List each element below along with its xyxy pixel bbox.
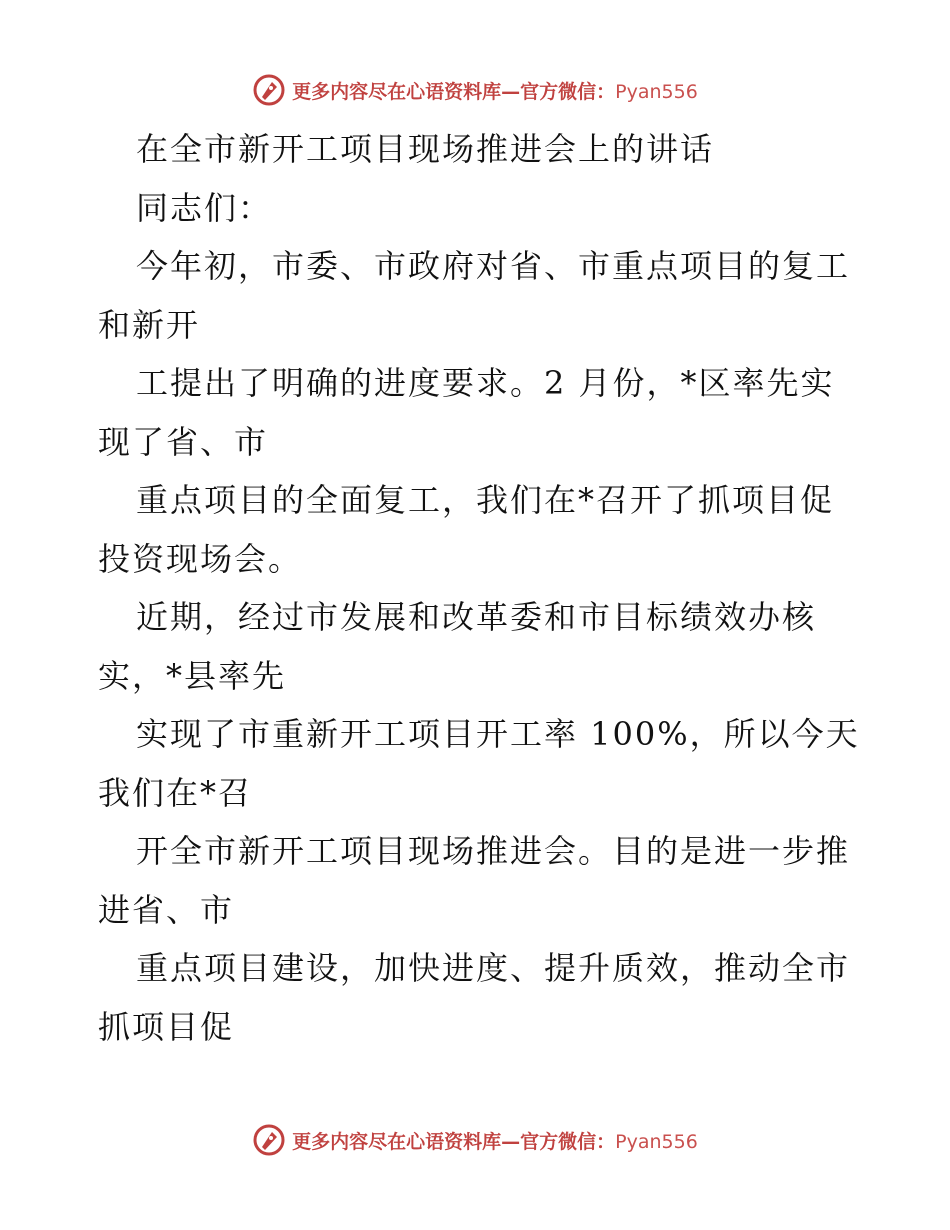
text-line: 投资现场会。 xyxy=(98,539,303,578)
text-line: 现了省、市 xyxy=(98,422,269,461)
text-line: 实，*县率先 xyxy=(98,656,287,695)
text-line: 抓项目促 xyxy=(98,1007,235,1046)
watermark-text: 更多内容尽在心语资料库—官方微信：Pyan556 xyxy=(292,1130,698,1153)
text-line: 和新开 xyxy=(98,305,201,344)
pen-nib-logo-icon xyxy=(252,73,286,107)
text-line: 实现了市重新开工项目开工率 100%，所以今天 xyxy=(136,715,860,753)
text-line: 工提出了明确的进度要求。2 月份，*区率先实 xyxy=(136,364,835,402)
text-line: 今年初，市委、市政府对省、市重点项目的复工 xyxy=(136,247,851,285)
text-line: 重点项目的全面复工，我们在*召开了抓项目促 xyxy=(136,481,835,519)
pen-nib-logo-icon xyxy=(252,1123,286,1157)
header-watermark xyxy=(0,68,950,112)
text-line: 开全市新开工项目现场推进会。目的是进一步推 xyxy=(136,832,851,870)
watermark-text: 更多内容尽在心语资料库—官方微信：Pyan556 xyxy=(292,80,698,103)
document-body xyxy=(98,120,858,1056)
footer-watermark xyxy=(0,1118,950,1162)
text-line: 我们在*召 xyxy=(98,773,253,812)
text-line: 重点项目建设，加快进度、提升质效，推动全市 xyxy=(136,949,851,987)
document-title: 在全市新开工项目现场推进会上的讲话 xyxy=(136,130,715,168)
salutation: 同志们： xyxy=(136,188,273,227)
text-line: 进省、市 xyxy=(98,890,235,929)
text-line: 近期，经过市发展和改革委和市目标绩效办核 xyxy=(136,598,817,636)
